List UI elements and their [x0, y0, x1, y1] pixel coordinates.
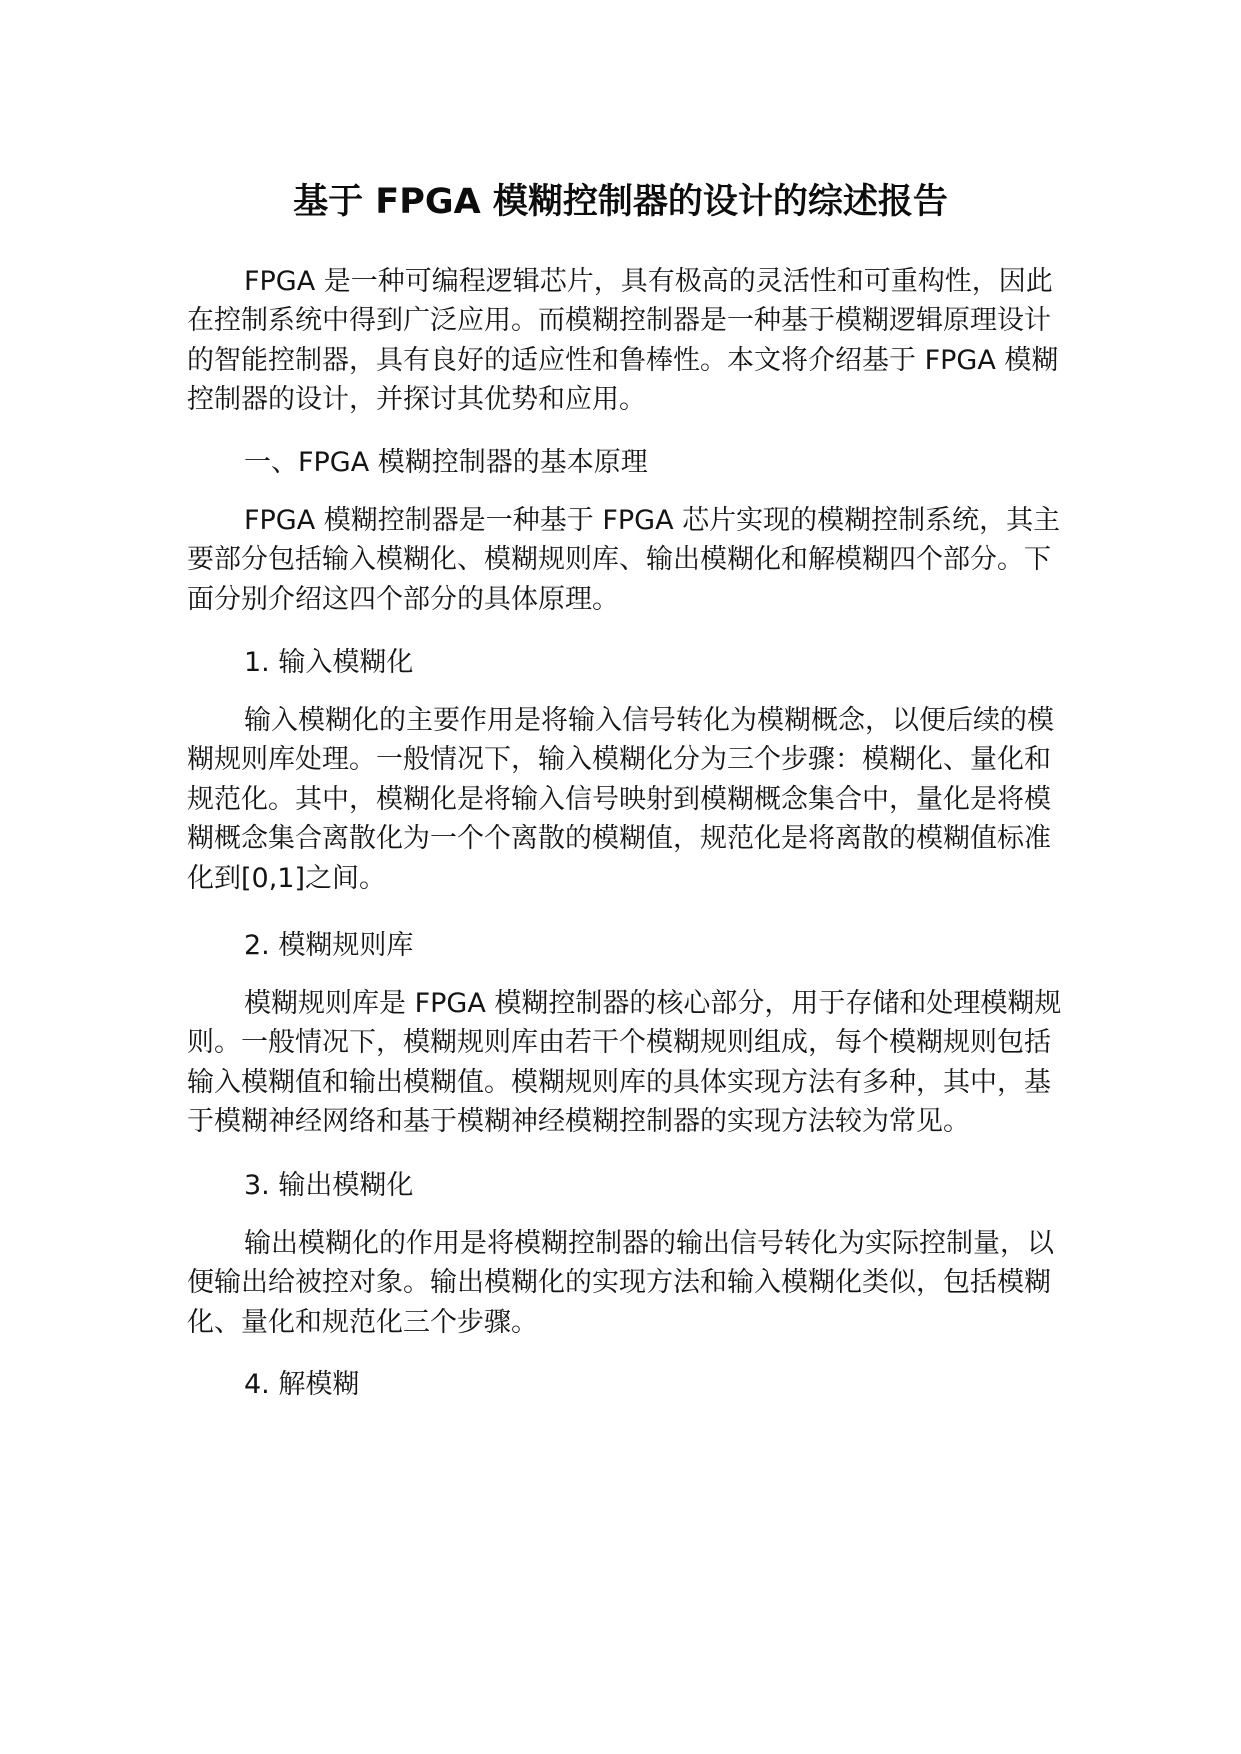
sub2-heading: 2. 模糊规则库: [244, 930, 414, 961]
sub3-heading: 3. 输出模糊化: [244, 1170, 414, 1201]
sub2-paragraph: 模糊规则库是 FPGA 模糊控制器的核心部分，用于存储和处理模糊规则。一般情况下，模糊规则库由若干个模糊规则组成，每个模糊规则包括输入模糊值和输出模糊值。模糊规则库的具体实现方法有多种，其中，基于模糊神经网络和基于模糊神经模糊控制器的实现方法较为常见。: [187, 988, 1062, 1138]
sub4-heading: 4. 解模糊: [244, 1369, 360, 1400]
section1-paragraph: FPGA 模糊控制器是一种基于 FPGA 芯片实现的模糊控制系统，其主要部分包括输入模糊化、模糊规则库、输出模糊化和解模糊四个部分。下面分别介绍这四个部分的具体原理。: [187, 505, 1061, 615]
document-title: 基于 FPGA 模糊控制器的设计的综述报告: [293, 182, 948, 222]
sub1-paragraph: 输入模糊化的主要作用是将输入信号转化为模糊概念，以便后续的模糊规则库处理。一般情况下，输入模糊化分为三个步骤：模糊化、量化和规范化。其中，模糊化是将输入信号映射到模糊概念集合中，量化是将模糊概念集合离散化为一个个离散的模糊值，规范化是将离散的模糊值标准化到[0,1]之间。: [187, 705, 1054, 894]
intro-paragraph: FPGA 是一种可编程逻辑芯片，具有极高的灵活性和可重构性，因此在控制系统中得到广泛应用。而模糊控制器是一种基于模糊逻辑原理设计的智能控制器，具有良好的适应性和鲁棒性。本文将介绍基于 FPGA 模糊控制器的设计，并探讨其优势和应用。: [187, 266, 1059, 416]
section1-heading: 一、FPGA 模糊控制器的基本原理: [244, 447, 648, 478]
sub3-paragraph: 输出模糊化的作用是将模糊控制器的输出信号转化为实际控制量，以便输出给被控对象。输出模糊化的实现方法和输入模糊化类似，包括模糊化、量化和规范化三个步骤。: [187, 1228, 1054, 1338]
sub1-heading: 1. 输入模糊化: [244, 647, 414, 678]
